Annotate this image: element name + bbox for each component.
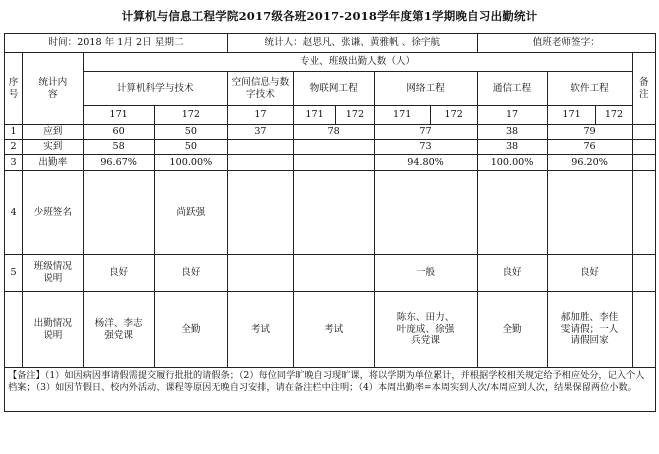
row-number: 1 (5, 125, 23, 140)
class-cell: 172 (336, 106, 374, 125)
remark-cell (632, 140, 655, 155)
data-cell: 良好 (154, 255, 227, 292)
table-row (5, 171, 656, 255)
data-cell: 考试 (228, 292, 294, 368)
signature-cell (547, 171, 632, 255)
data-cell: 50 (154, 125, 227, 140)
table-row (5, 292, 656, 368)
remark-cell (632, 255, 655, 292)
table-row (5, 255, 656, 292)
major-network: 网络工程 (374, 72, 477, 106)
signature-cell (83, 171, 154, 255)
note-text: 【备注】（1）如因病因事请假需提交履行批批的请假条；（2）每位同学旷晚自习现旷课，将以学期为单位累计，并根据学校相关规定给予相应处分，记入个人档案；（3）如因节假日、校内外活动、课程等原因无晚自习安排，请在备注栏中注明；（4）本周出勤率=本周实到人次/本周应到人次，结果保留两位小数。 (5, 368, 656, 412)
class-cell: 171 (374, 106, 430, 125)
data-cell: 37 (228, 125, 294, 140)
row-label: 少班签名 (23, 171, 84, 255)
row-number: 4 (5, 171, 23, 255)
major-spatial: 空间信息与数字技术 (228, 72, 294, 106)
class-cell: 172 (430, 106, 477, 125)
data-cell: 100.00% (477, 155, 547, 171)
spec-header: 专业、班级出勤人数（人） (83, 53, 632, 72)
major-iot: 物联网工程 (293, 72, 374, 106)
data-cell: 78 (293, 125, 374, 140)
data-cell: 58 (83, 140, 154, 155)
stat-content-header: 统计内容 (23, 53, 84, 125)
major-software: 软件工程 (547, 72, 632, 106)
data-cell (293, 140, 374, 155)
data-cell: 良好 (83, 255, 154, 292)
data-cell: 94.80% (374, 155, 477, 171)
remark-header: 备注 (632, 53, 655, 125)
header-row-1 (5, 53, 656, 72)
major-comm: 通信工程 (477, 72, 547, 106)
row-number (5, 292, 23, 368)
class-cell: 17 (477, 106, 547, 125)
remark-cell (632, 155, 655, 171)
table-row (5, 125, 656, 140)
data-cell: 良好 (477, 255, 547, 292)
data-cell: 76 (547, 140, 632, 155)
class-cell: 171 (547, 106, 596, 125)
statistician-info: 统计人：赵思凡、张谦、黄雅帆 、徐宇航 (228, 34, 478, 53)
class-cell: 172 (154, 106, 227, 125)
row-number: 2 (5, 140, 23, 155)
signature-cell (293, 171, 374, 255)
data-cell: 100.00% (154, 155, 227, 171)
remark-cell (632, 171, 655, 255)
data-cell: 79 (547, 125, 632, 140)
data-cell: 50 (154, 140, 227, 155)
teacher-signature: 值班老师签字： (477, 34, 655, 53)
data-cell: 38 (477, 125, 547, 140)
info-row (5, 34, 656, 53)
signature-cell (228, 171, 294, 255)
row-number: 5 (5, 255, 23, 292)
page-title: 计算机与信息工程学院2017级各班2017-2018学年度第1学期晚自习出勤统计 (121, 9, 538, 23)
data-cell (293, 155, 374, 171)
data-cell: 73 (374, 140, 477, 155)
data-cell: 杨洋、李志强党课 (83, 292, 154, 368)
major-cs: 计算机科学与技术 (83, 72, 227, 106)
row-label: 出勤率 (23, 155, 84, 171)
row-label: 班级情况说明 (23, 255, 84, 292)
row-label: 实到 (23, 140, 84, 155)
header-row-majors (5, 72, 656, 106)
data-cell: 良好 (547, 255, 632, 292)
data-cell: 陈东、田力、叶庞成、徐强兵党课 (374, 292, 477, 368)
data-cell: 60 (83, 125, 154, 140)
data-cell: 全勤 (477, 292, 547, 368)
data-cell: 96.67% (83, 155, 154, 171)
attendance-table (4, 33, 656, 412)
seq-header: 序号 (5, 53, 23, 125)
class-cell: 171 (293, 106, 335, 125)
data-cell (293, 255, 374, 292)
note-row (5, 368, 656, 412)
signature-cell (374, 171, 477, 255)
data-cell: 38 (477, 140, 547, 155)
data-cell: 考试 (293, 292, 374, 368)
table-row (5, 140, 656, 155)
class-cell: 171 (83, 106, 154, 125)
signature-cell: 尚跃强 (154, 171, 227, 255)
class-cell: 172 (596, 106, 632, 125)
data-cell (228, 140, 294, 155)
table-row (5, 155, 656, 171)
time-info: 时间：2018 年 1月 2日 星期二 (5, 34, 228, 53)
data-cell (228, 255, 294, 292)
row-label: 应到 (23, 125, 84, 140)
data-cell: 郝加胜、李佳雯请假；一人请假回家 (547, 292, 632, 368)
header-row-classes (5, 106, 656, 125)
row-label: 出勤情况说明 (23, 292, 84, 368)
data-cell: 96.20% (547, 155, 632, 171)
row-number: 3 (5, 155, 23, 171)
remark-cell (632, 125, 655, 140)
remark-cell (632, 292, 655, 368)
data-cell: 一般 (374, 255, 477, 292)
signature-cell (477, 171, 547, 255)
data-cell (228, 155, 294, 171)
data-cell: 77 (374, 125, 477, 140)
data-cell: 全勤 (154, 292, 227, 368)
class-cell: 17 (228, 106, 294, 125)
